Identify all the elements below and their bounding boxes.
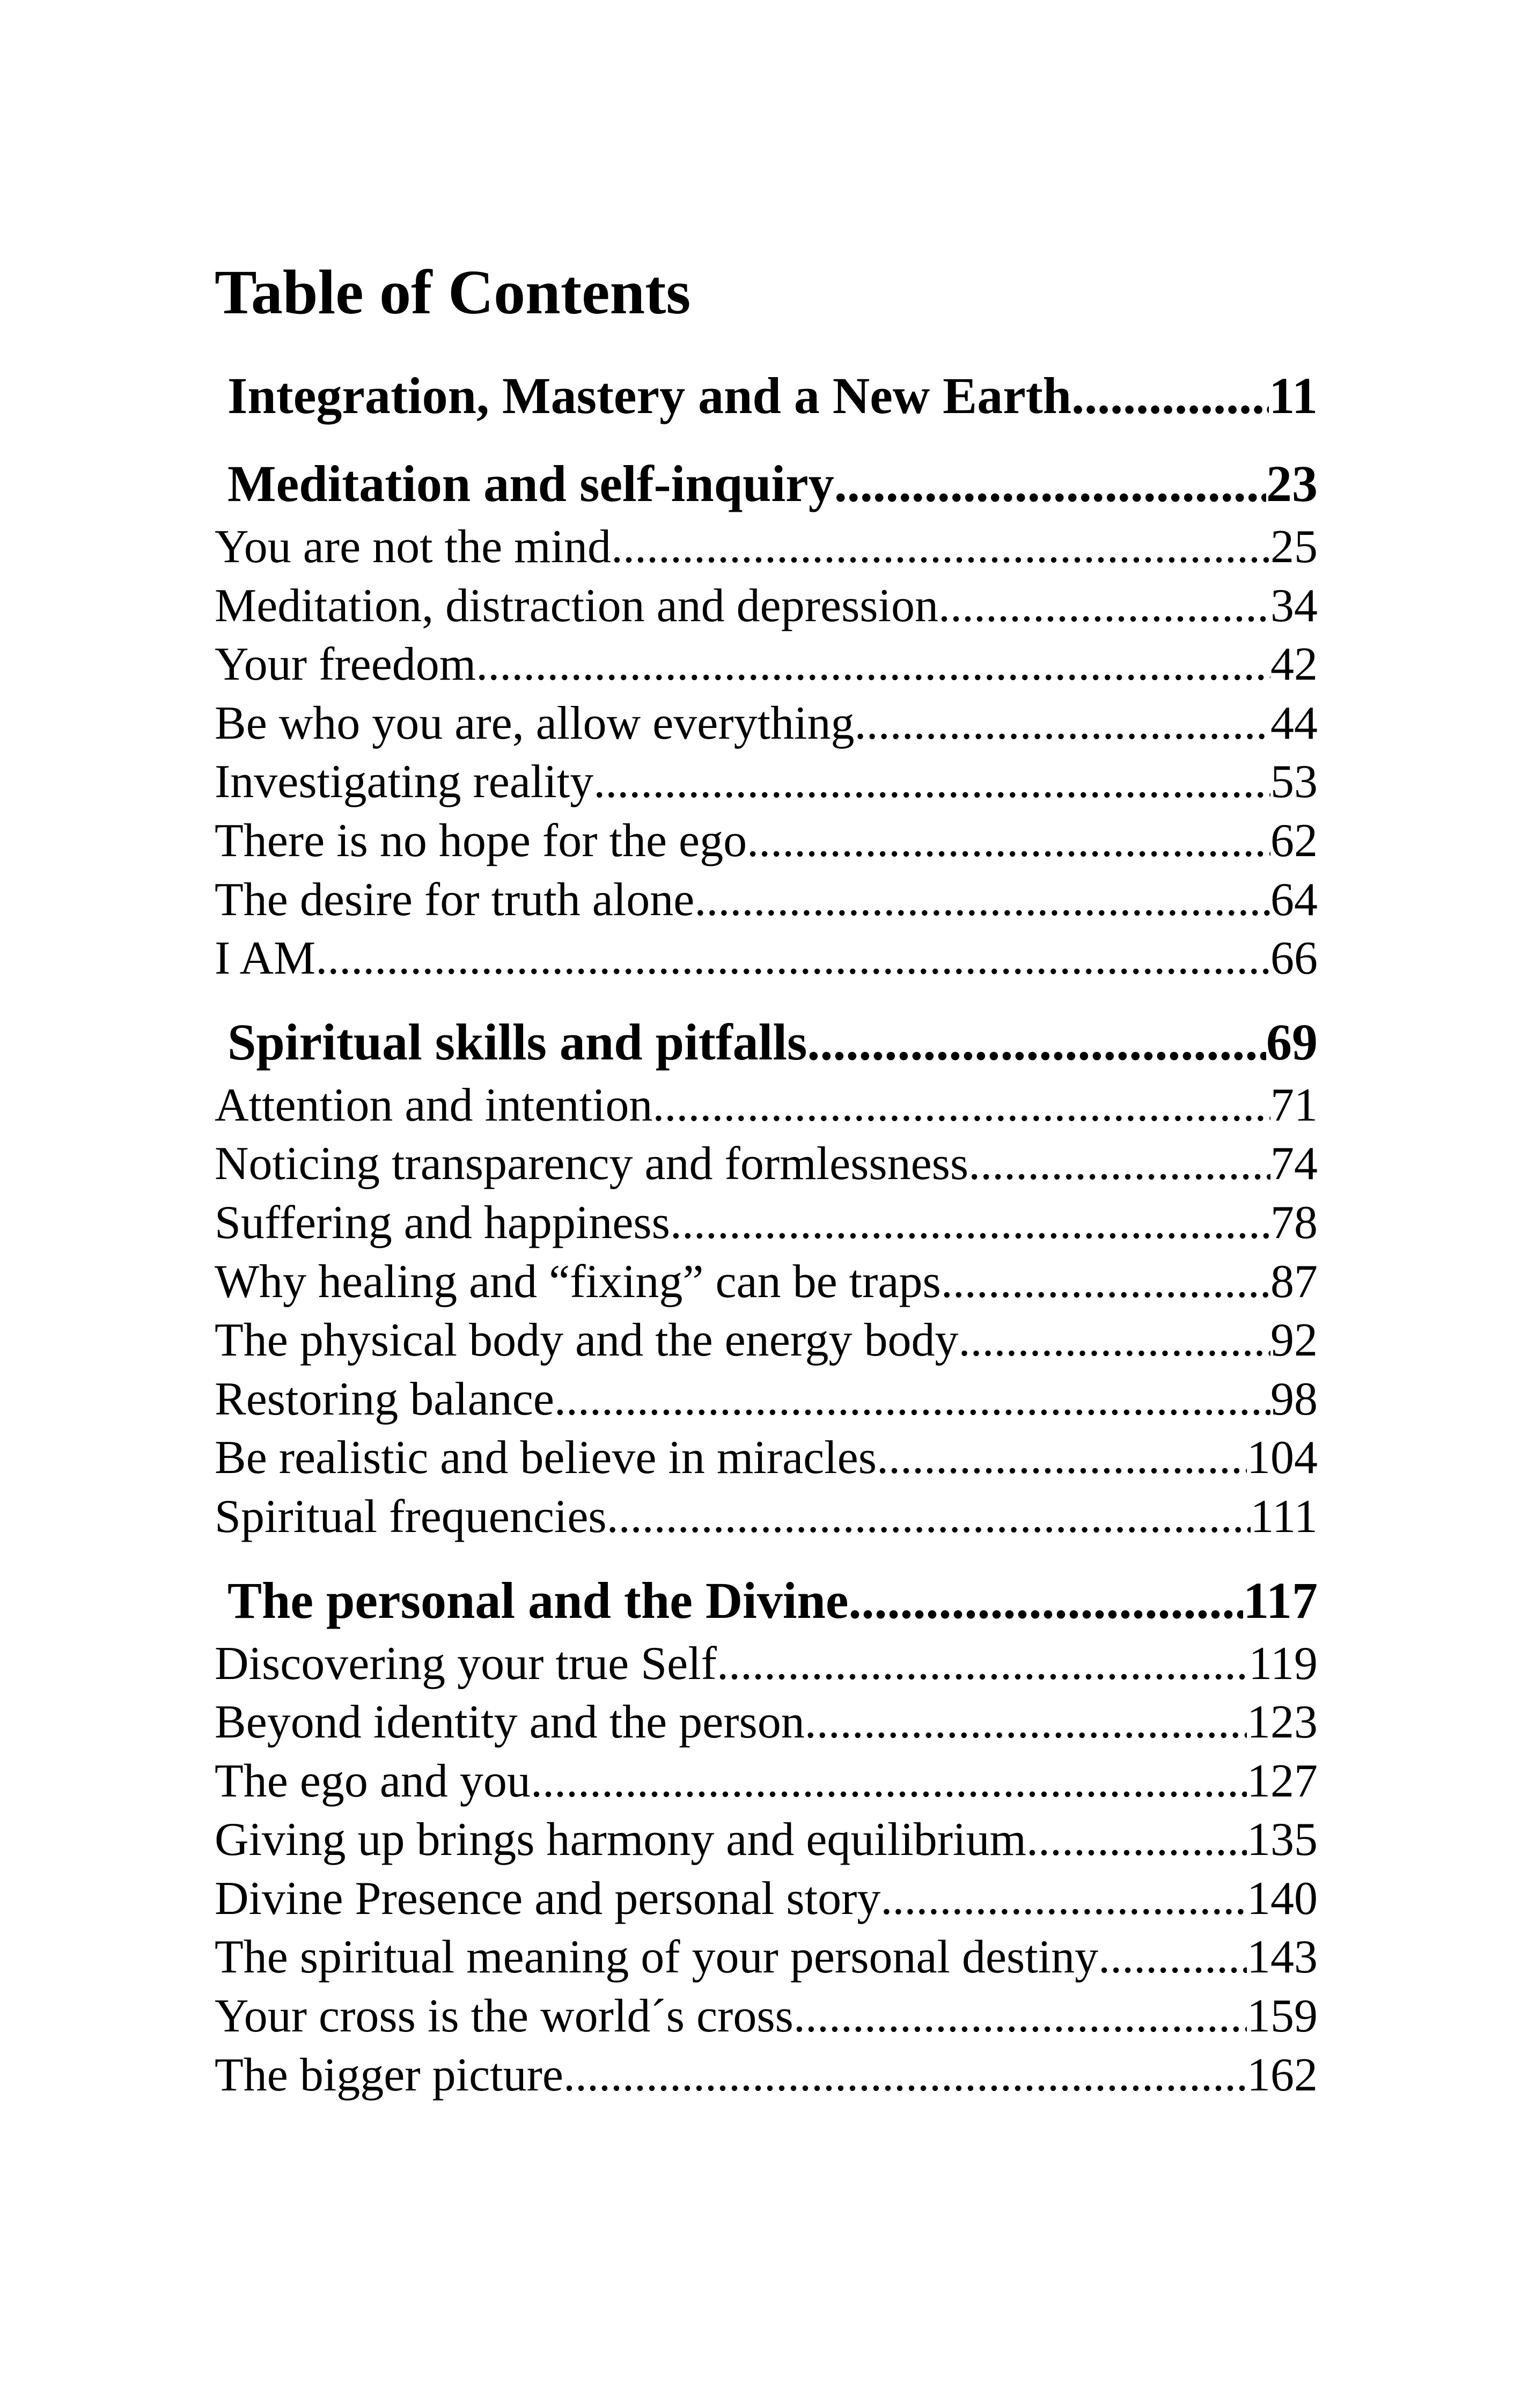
entry-title: You are not the mind — [215, 521, 612, 573]
dot-leader — [807, 1008, 1266, 1076]
entry-page-number: 127 — [1247, 1755, 1318, 1807]
toc-section — [215, 1567, 1318, 2105]
chapter-page-number: 117 — [1243, 1571, 1318, 1629]
chapter-title: Spiritual skills and pitfalls — [227, 1013, 807, 1071]
entry-title: Divine Presence and personal story — [215, 1872, 881, 1925]
chapter-title: Integration, Mastery and a New Earth — [227, 367, 1072, 424]
toc-entry[interactable] — [215, 694, 1318, 753]
chapter-title: Meditation and self-inquiry — [227, 455, 834, 512]
entry-title: Your freedom — [215, 638, 476, 691]
entry-title: Be realistic and believe in miracles — [215, 1432, 877, 1484]
entry-page-number: 74 — [1270, 1138, 1318, 1190]
dot-leader — [1098, 1928, 1247, 1987]
table-of-contents — [215, 362, 1318, 2104]
entry-title: I AM — [215, 932, 316, 985]
toc-entry[interactable] — [215, 1253, 1318, 1312]
entry-title: Suffering and happiness — [215, 1196, 670, 1249]
entry-page-number: 64 — [1270, 873, 1318, 926]
dot-leader — [1071, 362, 1269, 430]
toc-entry[interactable] — [215, 1076, 1318, 1135]
dot-leader — [855, 694, 1270, 753]
entry-page-number: 92 — [1270, 1314, 1318, 1367]
toc-entry[interactable] — [215, 1928, 1318, 1987]
dot-leader — [611, 518, 1270, 577]
entry-title: Why healing and “fixing” can be traps — [215, 1255, 941, 1308]
entry-page-number: 66 — [1270, 932, 1318, 985]
entry-title: Attention and intention — [215, 1079, 653, 1131]
entry-page-number: 104 — [1247, 1432, 1318, 1484]
toc-entry[interactable] — [215, 1428, 1318, 1487]
toc-section — [215, 1008, 1318, 1547]
toc-entry[interactable] — [215, 1634, 1318, 1693]
entry-page-number: 42 — [1270, 638, 1318, 691]
toc-entry[interactable] — [215, 2046, 1318, 2105]
chapter-title: The personal and the Divine — [227, 1571, 849, 1629]
dot-leader — [747, 812, 1270, 871]
chapter-page-number: 69 — [1266, 1013, 1318, 1071]
toc-entry[interactable] — [215, 1487, 1318, 1547]
dot-leader — [1026, 1810, 1247, 1869]
dot-leader — [793, 1987, 1247, 2046]
page-title: Table of Contents — [215, 257, 691, 327]
toc-entry[interactable] — [215, 1135, 1318, 1194]
dot-leader — [834, 450, 1266, 518]
toc-entry[interactable] — [215, 1370, 1318, 1429]
dot-leader — [941, 1253, 1270, 1312]
dot-leader — [476, 635, 1270, 694]
toc-entry[interactable] — [215, 635, 1318, 694]
toc-entry[interactable] — [215, 1693, 1318, 1752]
entry-page-number: 135 — [1247, 1814, 1318, 1866]
dot-leader — [968, 1135, 1270, 1194]
entry-page-number: 111 — [1250, 1490, 1318, 1543]
dot-leader — [554, 1370, 1270, 1429]
entry-title: There is no hope for the ego — [215, 814, 747, 867]
toc-entry[interactable] — [215, 753, 1318, 812]
toc-entry[interactable] — [215, 812, 1318, 871]
entry-page-number: 159 — [1247, 1990, 1318, 2043]
toc-entry[interactable] — [215, 1752, 1318, 1811]
dot-leader — [315, 929, 1270, 988]
toc-chapter-heading[interactable] — [215, 1567, 1318, 1634]
dot-leader — [593, 753, 1270, 812]
toc-chapter-heading[interactable] — [215, 362, 1318, 430]
entry-page-number: 162 — [1247, 2049, 1318, 2101]
entry-title: Beyond identity and the person — [215, 1696, 805, 1749]
entry-title: Spiritual frequencies — [215, 1490, 607, 1543]
entry-page-number: 140 — [1247, 1872, 1318, 1925]
toc-entry[interactable] — [215, 1869, 1318, 1928]
toc-entry[interactable] — [215, 929, 1318, 988]
entry-title: The ego and you — [215, 1755, 531, 1807]
dot-leader — [880, 1869, 1247, 1928]
entry-page-number: 123 — [1247, 1696, 1318, 1749]
dot-leader — [958, 1311, 1270, 1370]
entry-title: The physical body and the energy body — [215, 1314, 959, 1367]
toc-section — [215, 362, 1318, 430]
dot-leader — [694, 871, 1270, 930]
entry-title: Be who you are, allow everything — [215, 697, 855, 749]
entry-page-number: 62 — [1270, 814, 1318, 867]
entry-page-number: 44 — [1270, 697, 1318, 749]
entry-title: Your cross is the world´s cross — [215, 1990, 793, 2043]
dot-leader — [670, 1194, 1270, 1253]
entry-title: The desire for truth alone — [215, 873, 695, 926]
entry-page-number: 71 — [1270, 1079, 1318, 1131]
dot-leader — [563, 2046, 1247, 2105]
entry-page-number: 34 — [1270, 579, 1318, 632]
entry-title: Giving up brings harmony and equilibrium — [215, 1814, 1026, 1866]
toc-entry[interactable] — [215, 1311, 1318, 1370]
toc-entry[interactable] — [215, 1810, 1318, 1869]
entry-title: Investigating reality — [215, 756, 594, 808]
toc-entry[interactable] — [215, 1987, 1318, 2046]
dot-leader — [848, 1567, 1243, 1634]
dot-leader — [607, 1487, 1251, 1547]
entry-page-number: 143 — [1247, 1931, 1318, 1984]
entry-title: The spiritual meaning of your personal destiny — [215, 1931, 1099, 1984]
entry-page-number: 119 — [1248, 1637, 1318, 1690]
entry-title: The bigger picture — [215, 2049, 563, 2101]
chapter-page-number: 23 — [1266, 455, 1318, 512]
entry-page-number: 87 — [1270, 1255, 1318, 1308]
entry-title: Discovering your true Self — [215, 1637, 717, 1690]
toc-chapter-heading[interactable] — [215, 450, 1318, 518]
dot-leader — [938, 577, 1270, 636]
entry-title: Noticing transparency and formlessness — [215, 1138, 969, 1190]
entry-page-number: 25 — [1270, 521, 1318, 573]
toc-chapter-heading[interactable] — [215, 1008, 1318, 1076]
dot-leader — [717, 1634, 1248, 1693]
toc-entry[interactable] — [215, 1194, 1318, 1253]
dot-leader — [877, 1428, 1247, 1487]
entry-page-number: 53 — [1270, 756, 1318, 808]
toc-entry[interactable] — [215, 518, 1318, 577]
dot-leader — [805, 1693, 1247, 1752]
chapter-page-number: 11 — [1269, 367, 1318, 424]
entry-page-number: 98 — [1270, 1373, 1318, 1425]
toc-section — [215, 450, 1318, 988]
entry-page-number: 78 — [1270, 1196, 1318, 1249]
toc-entry[interactable] — [215, 871, 1318, 930]
entry-title: Meditation, distraction and depression — [215, 579, 939, 632]
dot-leader — [531, 1752, 1247, 1811]
toc-entry[interactable] — [215, 577, 1318, 636]
dot-leader — [652, 1076, 1270, 1135]
entry-title: Restoring balance — [215, 1373, 554, 1425]
